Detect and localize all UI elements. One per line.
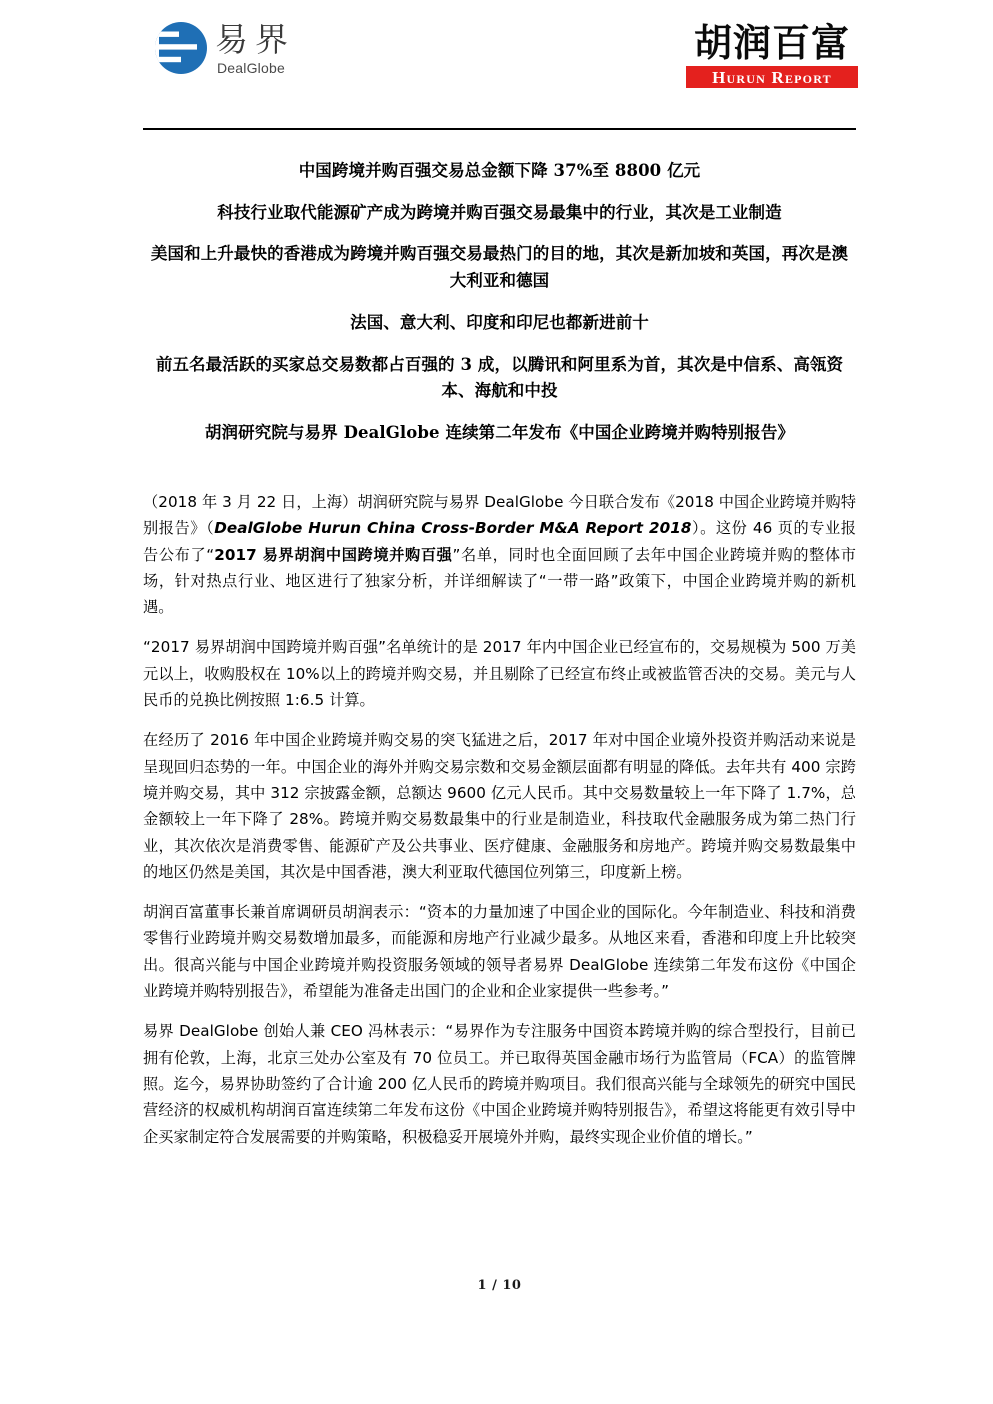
paragraph-3: 在经历了 2016 年中国企业跨境并购交易的突飞猛进之后，2017 年对中国企业境外投资并购活动来说是呈现回归态势的一年。中国企业的海外并购交易宗数和交易金额层面都有明显的降低。去年共有 400 宗跨境并购交易，其中 312 宗披露金额，总额达 9600 亿元人民币。其中交易数量较上一年下降了 1.7%，总金额较上一年下降了 28%。跨境并购交易数最集中的行业是制造业，科技取代金融服务成为第二热门行业，其次依次是消费零售、能源矿产及公共事业、医疗健康、金融服务和房地产。跨境并购交易数最集中的地区仍然是美国，其次是中国香港，澳大利亚取代德国位列第三，印度新上榜。: [143, 731, 856, 881]
ranking-title-bold: 2017 易界胡润中国跨境并购百强: [214, 545, 453, 564]
paragraph-1: [143, 489, 856, 620]
headline-1: 中国跨境并购百强交易总金额下降 37%至 8800 亿元: [298, 161, 701, 180]
header-logo-bar: [143, 0, 856, 123]
page-number: 1 / 10: [477, 1278, 522, 1293]
page-content: [143, 0, 856, 1293]
dealglobe-wordmark: [215, 22, 295, 75]
paragraph-1-part-c: 名单，同时也全面回顾了去年中国企业跨境并购的整体市场，针对热点行业、地区进行了独家分析，并详细解读了“一带一路”政策下，中国企业跨境并购的新机遇。: [143, 545, 856, 617]
dealglobe-logo: [155, 22, 295, 75]
headline-block: [143, 158, 856, 447]
hurun-en-name: Hurun Report: [712, 67, 832, 87]
paragraph-4: 胡润百富董事长兼首席调研员胡润表示：“资本的力量加速了中国企业的国际化。今年制造业、科技和消费零售行业跨境并购交易数增加最多，而能源和房地产行业减少最多。从地区来看，香港和印度上升比较突出。很高兴能与中国企业跨境并购投资服务领域的领导者易界 DealGlobe 连续第二年发布这份《中国企业跨境并购特别报告》，希望能为准备走出国门的企业和企业家提供一些参考。”: [143, 903, 856, 1001]
page-footer: [143, 1276, 856, 1294]
paragraph-2: “2017 易界胡润中国跨境并购百强”名单统计的是 2017 年内中国企业已经宣布的，交易规模为 500 万美元以上，收购股权在 10%以上的跨境并购交易，并且剔除了已经宣布终止或被监管否决的交易。美元与人民币的兑换比例按照 1:6.5 计算。: [143, 638, 856, 710]
paragraph-1-quote-close: ”: [452, 545, 461, 564]
body-copy: [143, 489, 856, 1150]
paragraph-1-part-a: （2018 年 3 月 22 日，上海）胡润研究院与易界 DealGlobe 今日联合发布《2018 中国企业跨境并购特别报告》（: [143, 493, 856, 538]
report-title-english: DealGlobe Hurun China Cross-Border M&A Report 2018: [214, 519, 692, 538]
paragraph-5: 易界 DealGlobe 创始人兼 CEO 冯林表示：“易界作为专注服务中国资本跨境并购的综合型投行，目前已拥有伦敦，上海，北京三处办公室及有 70 位员工。并已取得英国金融市场行为监管局（FCA）的监管牌照。迄今，易界协助签约了合计逾 200 亿人民币的跨境并购项目。我们很高兴能与全球领先的研究中国民营经济的权威机构胡润百富连续第二年发布这份《中国企业跨境并购特别报告》，希望这将能更有效引导中企买家制定符合发展需要的并购策略，积极稳妥开展境外并购，最终实现企业价值的增长。”: [143, 1022, 856, 1146]
hurun-red-banner: [686, 66, 858, 88]
hurun-cn-name: 胡润百富: [693, 21, 850, 65]
headline-4: 法国、意大利、印度和印尼也都新进前十: [350, 312, 649, 332]
dealglobe-en-name: DealGlobe: [217, 59, 285, 76]
dealglobe-disc-logo-icon: [155, 22, 207, 74]
hurun-report-logo: [686, 21, 858, 88]
headline-3: 美国和上升最快的香港成为跨境并购百强交易最热门的目的地，其次是新加坡和英国，再次是澳大利亚和德国: [150, 244, 849, 291]
paragraph-1-quote-open: “: [206, 545, 215, 564]
header-divider: [143, 128, 856, 130]
headline-5: 前五名最活跃的买家总交易数都占百强的 3 成，以腾讯和阿里系为首，其次是中信系、高瓴资本、海航和中投: [155, 354, 844, 401]
paragraph-1-part-b: ）。这份 46 页的专业报告公布了: [143, 519, 856, 564]
headline-2: 科技行业取代能源矿产成为跨境并购百强交易最集中的行业，其次是工业制造: [217, 202, 782, 222]
dealglobe-cn-name: 易界: [215, 20, 295, 59]
headline-6: 胡润研究院与易界 DealGlobe 连续第二年发布《中国企业跨境并购特别报告》: [204, 423, 795, 443]
